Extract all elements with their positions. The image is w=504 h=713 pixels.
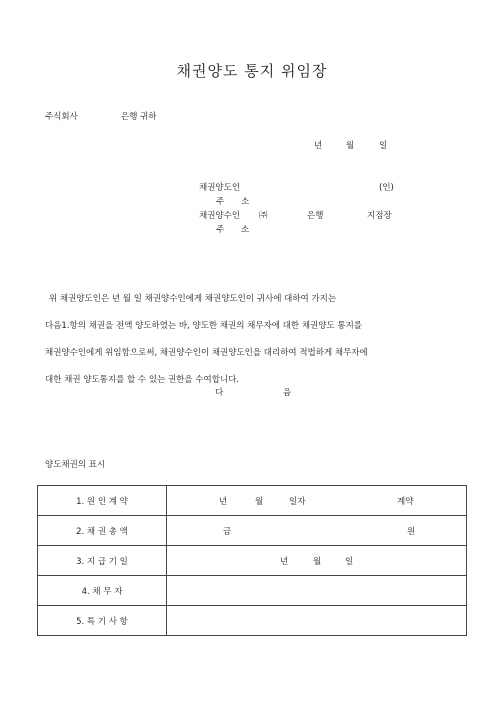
assignee-label: 채권양수인 (199, 211, 241, 221)
assignee-address-2: 소 (241, 225, 250, 235)
document-title: 채권양도 통지 위임장 (176, 62, 328, 80)
contract-suffix: 계약 (397, 497, 414, 507)
table-row (38, 606, 467, 636)
due-year: 년 (280, 557, 289, 567)
row-label-total: 2. 채 권 총 액 (38, 516, 167, 546)
body-line-2: 다음1.항의 채권을 전액 양도하였는 바, 양도한 채권의 채무자에 대한 채권양도 통지를 (45, 321, 363, 331)
table-row (38, 516, 467, 546)
assigned-claim-table (37, 485, 467, 636)
contract-year: 년 (219, 497, 228, 507)
total-prefix: 금 (223, 527, 232, 537)
row-label-special: 5. 특 기 사 항 (38, 606, 167, 636)
contract-date-suffix: 일자 (289, 497, 306, 507)
row-label-contract: 1. 원 인 계 약 (38, 486, 167, 516)
debtor-value (167, 576, 467, 606)
date-year: 년 (314, 141, 323, 151)
date-month: 월 (346, 141, 355, 151)
table-row (38, 546, 467, 576)
due-month: 월 (313, 557, 322, 567)
body-line-1: 위 채권양도인은 년 월 일 채권양수인에게 채권양도인이 귀사에 대하여 가지는 (49, 294, 337, 304)
contract-month: 월 (255, 497, 264, 507)
table-row (38, 576, 467, 606)
heading-da: 다 (215, 388, 224, 398)
addressee-company: 주식회사 (45, 112, 78, 122)
assignee-branch: 지점장 (367, 211, 392, 221)
date-day: 일 (379, 141, 388, 151)
seal-mark: (인) (379, 183, 394, 193)
heading-eum: 음 (283, 388, 292, 398)
total-unit: 원 (407, 527, 416, 537)
due-day: 일 (345, 557, 354, 567)
corp-mark: ㈜ (259, 211, 268, 221)
assignor-address-2: 소 (241, 197, 250, 207)
assignor-label: 채권양도인 (199, 183, 241, 193)
row-label-debtor: 4. 채 무 자 (38, 576, 167, 606)
special-value (167, 606, 467, 636)
row-label-due: 3. 지 급 기 일 (38, 546, 167, 576)
assignee-bank: 은행 (307, 211, 324, 221)
assignee-address-1: 주 (216, 225, 225, 235)
addressee-bank: 은행 귀하 (121, 112, 157, 122)
body-line-4: 대한 채권 양도통지를 할 수 있는 권한을 수여합니다. (45, 375, 240, 385)
table-row (38, 486, 467, 516)
body-line-3: 채권양수인에게 위임함으로써, 채권양수인이 채권양도인을 대리하여 적법하게 채무자에 (45, 348, 368, 358)
section-label: 양도채권의 표시 (45, 460, 106, 470)
assignor-address-1: 주 (216, 197, 225, 207)
